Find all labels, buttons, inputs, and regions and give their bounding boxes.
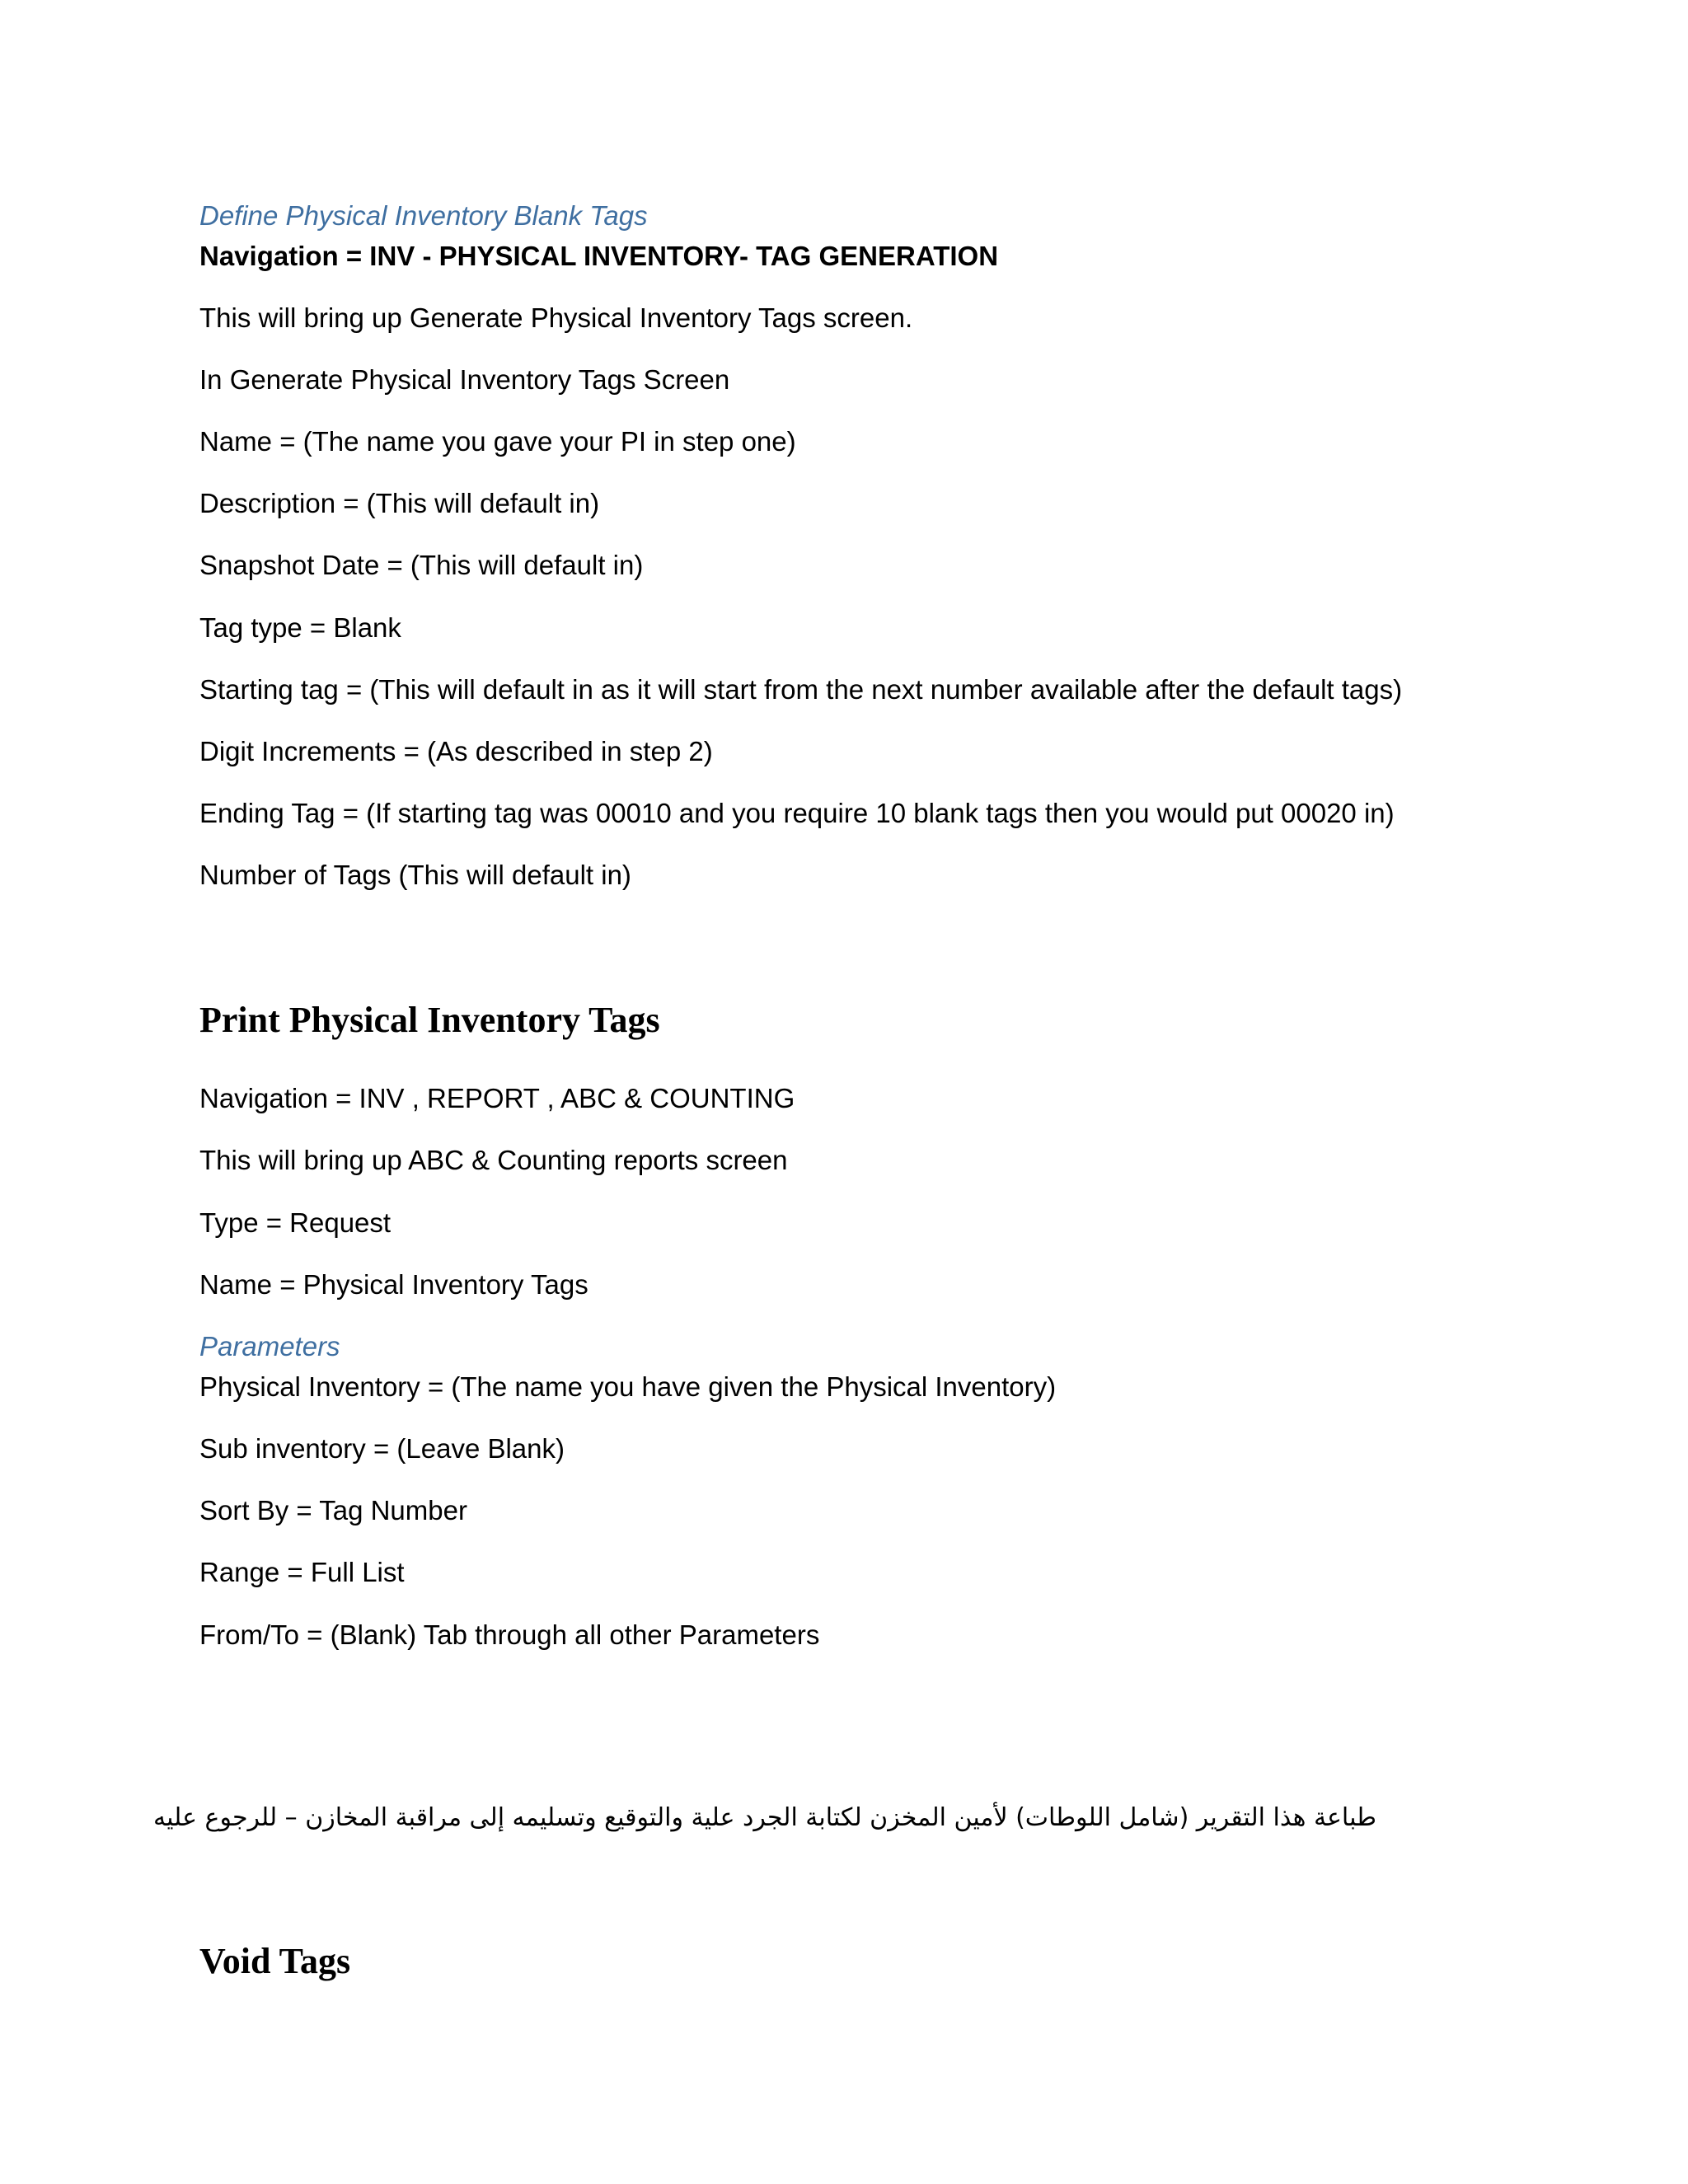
- parameter-line: Sub inventory = (Leave Blank): [199, 1433, 565, 1464]
- body-line: Description = (This will default in): [199, 488, 600, 518]
- parameter-line: Sort By = Tag Number: [199, 1495, 467, 1526]
- body-line: Starting tag = (This will default in as it will start from the next number available after the default tags): [199, 674, 1403, 705]
- heading-void-tags: Void Tags: [199, 1941, 351, 1981]
- body-line: This will bring up Generate Physical Inventory Tags screen.: [199, 302, 913, 333]
- body-line: Name = Physical Inventory Tags: [199, 1269, 588, 1300]
- body-line: Navigation = INV , REPORT , ABC & COUNTING: [199, 1083, 795, 1113]
- parameter-line: Range = Full List: [199, 1557, 405, 1587]
- body-line: This will bring up ABC & Counting reports screen: [199, 1145, 788, 1175]
- arabic-note: طباعة هذا التقرير (شامل اللوطات) لأمين المخزن لكتابة الجرد علية والتوقيع وتسليمه إلى مراقبة المخازن – للرجوع عليه: [153, 1803, 1376, 1832]
- section-subheading-parameters: Parameters: [199, 1331, 340, 1361]
- body-line: Type = Request: [199, 1207, 392, 1238]
- body-line: Digit Increments = (As described in step 2): [199, 736, 713, 766]
- parameter-line: Physical Inventory = (The name you have given the Physical Inventory): [199, 1371, 1057, 1402]
- parameter-line: From/To = (Blank) Tab through all other Parameters: [199, 1619, 820, 1650]
- body-line: Name = (The name you gave your PI in step one): [199, 426, 796, 457]
- section-subheading-define-blank-tags: Define Physical Inventory Blank Tags: [199, 200, 648, 231]
- body-line: Number of Tags (This will default in): [199, 860, 631, 890]
- heading-print-physical-inventory-tags: Print Physical Inventory Tags: [199, 1000, 660, 1040]
- body-line: Ending Tag = (If starting tag was 00010 and you require 10 blank tags then you would put 00020 in): [199, 798, 1395, 828]
- body-line: Tag type = Blank: [199, 612, 401, 643]
- navigation-line-tag-generation: Navigation = INV - PHYSICAL INVENTORY- TAG GENERATION: [199, 241, 999, 271]
- body-line: Snapshot Date = (This will default in): [199, 550, 644, 580]
- body-line: In Generate Physical Inventory Tags Screen: [199, 364, 730, 395]
